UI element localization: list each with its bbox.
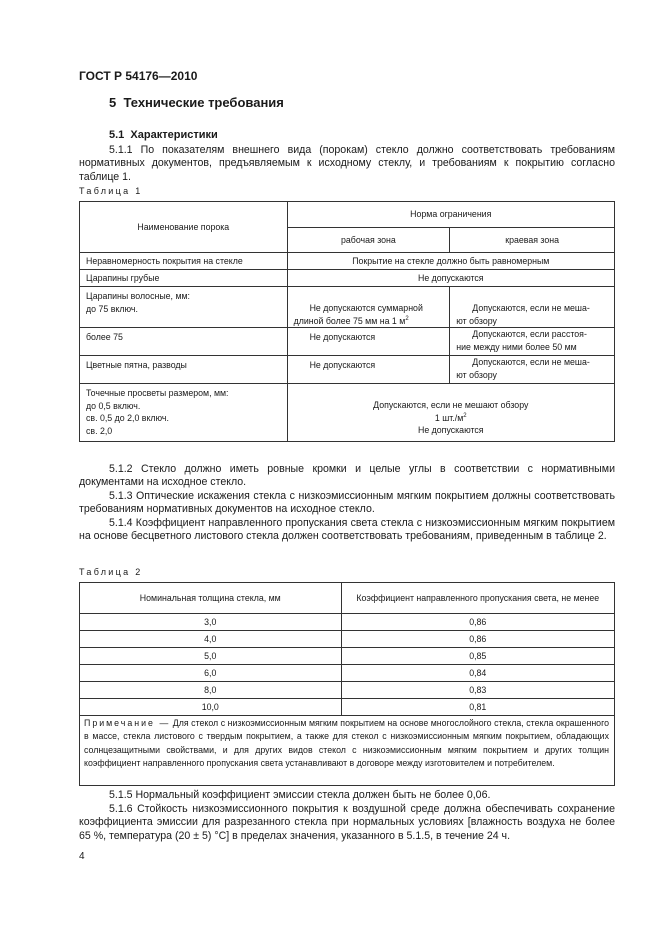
- paragraph-5-1-3: [79, 490, 615, 517]
- table2-note: [84, 717, 609, 771]
- table1-cell: [450, 356, 615, 384]
- table1-cell-line: ют обзору: [456, 315, 497, 326]
- table1-cell: Покрытие на стекле должно быть равномерным: [287, 253, 614, 270]
- table1-cell-line: ние между ними более 50 мм: [456, 341, 577, 352]
- table-row: [80, 648, 615, 665]
- paragraph-text: 5.1.2 Стекло должно иметь ровные кромки и целые углы в соответствии с нормативными документами на исходное стекло.: [79, 463, 615, 489]
- paragraph-5-1-4: [79, 517, 615, 544]
- subsection-title-text: Характеристики: [130, 129, 218, 141]
- table1-cell-line: Царапины волосные, мм:: [86, 291, 190, 301]
- table1-cell: Царапины грубые: [80, 270, 288, 287]
- table2-cell: 0,86: [341, 631, 615, 648]
- table-row: [80, 631, 615, 648]
- section-title: [109, 95, 284, 110]
- table-row: [80, 270, 615, 287]
- table1-cell-text: длиной более 75 мм на 1 м: [293, 315, 406, 326]
- table1-cell-line: до 0,5 включ.: [86, 400, 141, 411]
- table1-cell-line: Допускаются, если не меша-: [472, 357, 590, 367]
- table1-cell-line: Допускаются, если расстоя-: [472, 329, 587, 339]
- paragraph-text: 5.1.6 Стойкость низкоэмиссионного покрытия к воздушной среде должна обеспечивать сохранение коэффициента эмиссии для разрезанного стекла при нормальных условиях [влажность воздуха не более 65 %, температура (20 ± 5) °С] в пределах значения, указанного в 5.1.5, в течение 24 ч.: [79, 803, 615, 842]
- note-text: Для стекол с низкоэмиссионным мягким покрытием на основе многослойного стекла, стекла окрашенного в массе, стекла листового с твердым покрытием, а также для стекол с низкоэмиссионным мягким покрытием, обладающих солнцезащитными свойствами, и для других видов стекол с низкоэмиссионным мягким покрытием и других толщин коэффициент направленного пропускания света устанавливают в договоре между изготовителем и потребителем.: [84, 718, 609, 769]
- table1-head-work-zone: рабочая зона: [287, 228, 450, 253]
- table1-cell-line: Допускаются, если не меша-: [472, 303, 590, 313]
- table1-head-edge-zone: краевая зона: [450, 228, 615, 253]
- table1-cell-line: ют обзору: [456, 369, 497, 380]
- page-number: 4: [79, 851, 85, 862]
- note-label: Примечание —: [84, 718, 171, 728]
- standard-header: ГОСТ Р 54176—2010: [79, 69, 198, 83]
- table-row: [80, 328, 615, 356]
- table1-cell: Не допускаются: [287, 356, 450, 384]
- table-row: [80, 699, 615, 716]
- table1-cell-line: до 75 включ.: [86, 303, 138, 314]
- table2-cell: 6,0: [80, 665, 342, 682]
- table1-cell-line: св. 0,5 до 2,0 включ.: [86, 413, 169, 423]
- table-row: [80, 614, 615, 631]
- subsection-number: 5.1: [109, 129, 125, 141]
- table1-cell-line: Точечные просветы размером, мм:: [86, 388, 229, 398]
- table1-cell: [80, 384, 288, 442]
- table-row: [80, 253, 615, 270]
- paragraph-5-1-5: [79, 789, 615, 802]
- table1-cell: [450, 328, 615, 356]
- table1-cell: Не допускаются: [287, 270, 614, 287]
- table1-cell: [450, 287, 615, 328]
- table-row: [80, 384, 615, 442]
- table1-cell: [287, 384, 614, 442]
- table2-caption: Таблица 2: [79, 567, 143, 577]
- table2-cell: 0,83: [341, 682, 615, 699]
- table-row: [80, 287, 615, 328]
- table1-cell: более 75: [80, 328, 288, 356]
- table1-head-norm: Норма ограничения: [287, 202, 614, 228]
- table2-cell: 0,84: [341, 665, 615, 682]
- section-number: 5: [109, 95, 117, 110]
- paragraph-text: 5.1.5 Нормальный коэффициент эмиссии стекла должен быть не более 0,06.: [109, 789, 491, 801]
- table2-cell: 5,0: [80, 648, 342, 665]
- table1-cell-line: Не допускаются: [417, 425, 484, 435]
- table-row: [80, 665, 615, 682]
- paragraph-text: 5.1.1 По показателям внешнего вида (порокам) стекло должно соответствовать требованиям нормативных документов, предъявляемым к исходному стеклу, и требованиям к покрытию согласно таблице 1.: [79, 144, 615, 183]
- paragraph-text: 5.1.3 Оптические искажения стекла с низкоэмиссионным мягким покрытием должны соответствовать требованиям нормативных документов на исходное стекло.: [79, 490, 615, 516]
- table1-cell: Не допускаются: [287, 328, 450, 356]
- table2-head-coefficient: Коэффициент направленного пропускания света, не менее: [341, 583, 615, 614]
- paragraph-5-1-6: [79, 803, 615, 843]
- table2-cell: 3,0: [80, 614, 342, 631]
- table1-caption: Таблица 1: [79, 186, 143, 196]
- superscript: 2: [463, 412, 467, 419]
- table1-cell: Цветные пятна, разводы: [80, 356, 288, 384]
- table-row: [80, 356, 615, 384]
- subsection-title: [109, 129, 218, 141]
- table2-cell: 4,0: [80, 631, 342, 648]
- table2-cell: 0,81: [341, 699, 615, 716]
- section-title-text: Технические требования: [123, 95, 284, 110]
- table2-head-thickness: Номинальная толщина стекла, мм: [80, 583, 342, 614]
- table2-cell: 0,85: [341, 648, 615, 665]
- paragraph-5-1-1: [79, 144, 615, 184]
- table1-cell-line: [294, 412, 608, 425]
- table1-cell: [80, 287, 288, 328]
- table2-cell: 8,0: [80, 682, 342, 699]
- table2-cell: 10,0: [80, 699, 342, 716]
- table1-cell-line: Допускаются, если не мешают обзору: [373, 400, 529, 410]
- table1-cell-text: 1 шт./м: [434, 412, 464, 423]
- paragraph-text: 5.1.4 Коэффициент направленного пропускания света стекла с низкоэмиссионным мягким покрытием на основе бесцветного листового стекла должен соответствовать требованиям, приведенным в таблице 2.: [79, 517, 615, 543]
- table1-cell-line: св. 2,0: [86, 425, 113, 436]
- paragraph-5-1-2: [79, 463, 615, 490]
- table2-cell: 0,86: [341, 614, 615, 631]
- table1-cell-line: Не допускаются суммарной: [309, 303, 423, 313]
- table1-cell-line: [294, 315, 444, 328]
- table1-cell: [287, 287, 450, 328]
- table-row: [80, 682, 615, 699]
- table1-cell: Неравномерность покрытия на стекле: [80, 253, 288, 270]
- superscript: 2: [405, 315, 409, 322]
- table1-head-defect: Наименование порока: [80, 202, 288, 253]
- table-1: [79, 201, 615, 442]
